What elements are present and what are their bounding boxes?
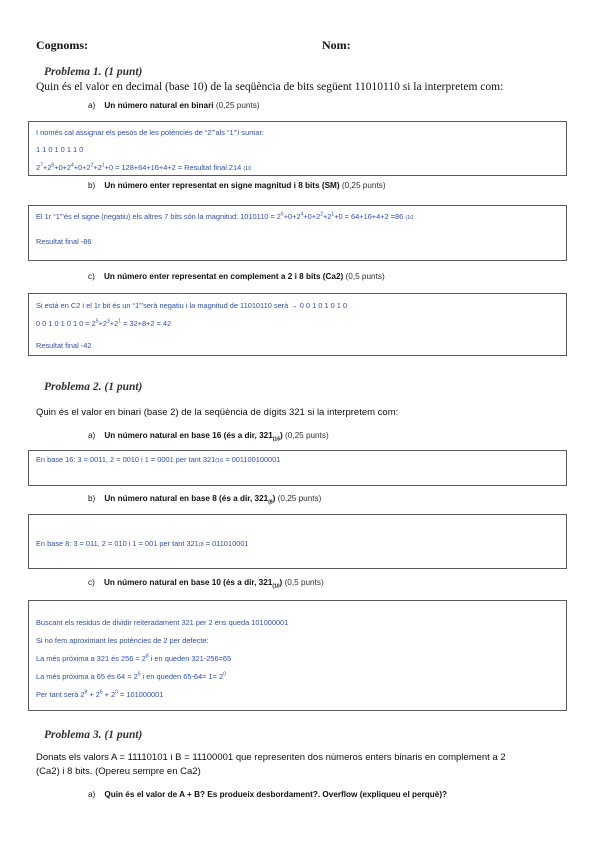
p2-b-statement xyxy=(88,494,322,506)
p2-c-line1: Buscant els residus de dividir reiteradament 321 per 2 ens queda 101000001 xyxy=(36,618,289,627)
p1-b-label: Un número enter representat en signe magnitud i 8 bits (SM) xyxy=(104,181,340,190)
problem-3-question-line1: Donats els valors A = 11110101 i B = 11100001 que representen dos números enters binaris en complement a 2 xyxy=(36,752,506,763)
p2-b-marker: b) xyxy=(88,494,96,503)
problem-1-question: Quin és el valor en decimal (base 10) de la seqüència de bits següent 11010110 si la interpretem com: xyxy=(36,81,504,93)
problem-2-question: Quin és el valor en binari (base 2) de la seqüència de dígits 321 si la interpretem com: xyxy=(36,407,399,418)
p1-a-statement xyxy=(88,101,260,110)
p1-c-label: Un número enter representat en complement a 2 i 8 bits (Ca2) xyxy=(103,272,344,281)
p2-b-answer-box[interactable] xyxy=(28,514,567,569)
p1-a-line1: I només cal assignar els pesos de les potències de “2”’als “1”’i sumar: xyxy=(36,128,264,137)
p1-c-line3: Resultat final -42 xyxy=(36,341,92,350)
p3-a-marker: a) xyxy=(88,790,96,799)
p3-a-statement xyxy=(88,790,447,799)
p2-c-line4: La més pròxima a 65 és $64 = 2^6$ i en queden $65-64= 1= 2^0$ xyxy=(36,671,226,681)
p1-c-answer-box[interactable] xyxy=(28,293,567,356)
p1-c-statement xyxy=(88,272,385,281)
p2-c-line3: La més pròxima a 321 és $256 = 2^8$ i en queden 321-256=65 xyxy=(36,653,232,663)
p2-c-line5: Per tant serà $2^8 + 2^6 + 2^0 = 101000001$ xyxy=(36,689,164,699)
p1-a-points: (0,25 punts) xyxy=(215,101,260,110)
p1-b-answer-box[interactable] xyxy=(28,205,567,261)
p1-b-line1: El 1r “1”’és el signe (negatiu) els altres 7 bits són la magnitud: $1010110 = 2^6+0+2^4+0+2^2+2^1+0 = 64+16+4+2 =86$ (10 xyxy=(36,211,414,221)
p2-c-points: (0,5 punts) xyxy=(284,578,324,587)
p1-b-line2: Resultat final -86 xyxy=(36,237,92,246)
p1-c-points: (0,5 punts) xyxy=(345,272,385,281)
p2-a-points: (0,25 punts) xyxy=(285,431,329,440)
p2-c-statement xyxy=(88,578,324,590)
p2-c-marker: c) xyxy=(88,578,95,587)
p1-b-statement xyxy=(88,181,386,190)
problem-1-title: Problema 1. (1 punt) xyxy=(44,66,143,78)
p2-a-marker: a) xyxy=(88,431,96,440)
p2-b-points: (0,25 punts) xyxy=(277,494,322,503)
p1-a-label: Un número natural en binari xyxy=(104,101,214,110)
p1-c-line1: Si està en C2 i el 1r bit és un “1”’serà negatiu i la magnitud de 11010110 serà → 0 0 1 0 1 0 1 0 xyxy=(36,301,348,310)
problem-3-question-line2: (Ca2) i 8 bits. (Opereu sempre en Ca2) xyxy=(36,766,201,777)
p1-a-line2: 1 1 0 1 0 1 1 0 xyxy=(36,145,84,154)
p2-c-label: Un número natural en base 10 (és a dir, $321_{(10}$) xyxy=(103,578,283,590)
p1-b-points: (0,25 punts) xyxy=(341,181,386,190)
name-label: Nom: xyxy=(322,38,351,52)
p1-c-marker: c) xyxy=(88,272,95,281)
p2-b-label: Un número natural en base 8 (és a dir, $321_{(8}$) xyxy=(104,494,276,506)
p2-b-line1: En base 8: 3 = 011, 2 = 010 i 1 = 001 per tant 321(8 = 011010001 xyxy=(36,539,249,548)
p2-c-answer-box[interactable] xyxy=(28,600,567,711)
problem-2-title: Problema 2. (1 punt) xyxy=(44,381,143,393)
p1-a-line3: $2^7+2^6+0+2^4+0+2^2+2^1+0 = 128+64+16+4+2$ = Resultat final 214 (10 xyxy=(36,162,252,172)
surname-label: Cognoms: xyxy=(36,38,89,52)
p1-b-marker: b) xyxy=(88,181,96,190)
p1-a-answer-box[interactable] xyxy=(28,121,567,176)
problem-3-title: Problema 3. (1 punt) xyxy=(44,729,143,741)
p3-a-label: Quin és el valor de A + B? Es produeix desbordament?. Overflow (expliqueu el perquè)? xyxy=(104,790,448,799)
p2-c-line2: Si no fem aproximant les potències de 2 per defecte: xyxy=(36,636,209,645)
p1-c-line2: 0 0 1 0 1 0 1 $0 = 2^5+2^3+2^1 = 32+8+2 = 42$ xyxy=(36,318,172,328)
p2-a-line1: En base 16: 3 = 0011, 2 = 0010 i 1 = 0001 per tant 321(16 = 001100100001 xyxy=(36,455,281,464)
p1-a-marker: a) xyxy=(88,101,96,110)
p2-a-statement xyxy=(88,431,329,443)
p2-a-label: Un número natural en base 16 (és a dir, $321_{(16}$) xyxy=(104,431,283,443)
p2-a-answer-box[interactable] xyxy=(28,450,567,486)
